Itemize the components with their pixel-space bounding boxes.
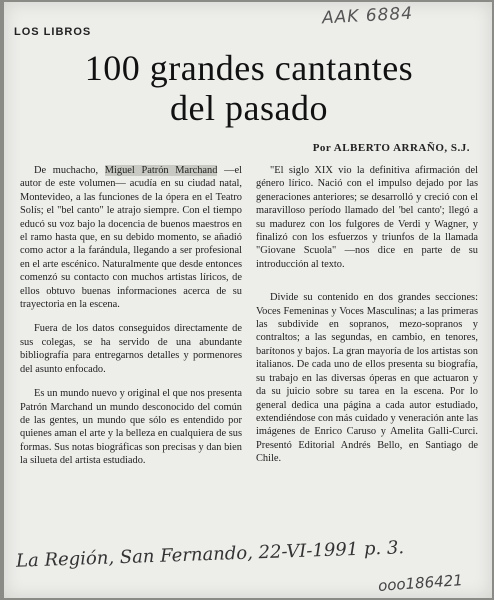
paragraph bbox=[256, 164, 478, 271]
paragraph-text: "El siglo XIX vio la definitiva afirmación del género lírico. Nació con el impulso dejado por las generaciones anteriores; se desarrolló y creció con el maravilloso período llamado del 'bel canto'; llegó a su madurez con los fulgores de Verdi y Wagner, y finalizó con los esfuerzos y triunfos de la llamada "Giovane Scuola" —nos dice en parte de su introducción al texto. bbox=[256, 165, 478, 270]
headline-line-1: 100 grandes cantantes bbox=[84, 48, 414, 88]
headline bbox=[14, 48, 484, 128]
handwritten-source-note: La Región, San Fernando, 22-VI-1991 p. 3. bbox=[15, 537, 405, 572]
paragraph-text: Es un mundo nuevo y original el que nos presenta Patrón Marchand un mundo desconocido del común de las gentes, un mundo que sólo es entendido por quienes aman el arte y la belleza en cualquiera de sus formas. Sus notas biográficas son precisas y dan bien la silueta del artista estudiado. bbox=[20, 388, 242, 467]
paragraph-text: —el autor de este volumen— acudía en su ciudad natal, Montevideo, a las funciones de la ópera en el Teatro Solís; el "bel canto" le atrajo siempre. Con el tiempo educó su voz bajo la docencia de buenos maestros en el ramo hasta que, en su debido momento, se añadió como actor a la farándula, llegando a ser profesional en el arte escénico. Naturalmente que desde entonces comenzó su contacto con muchos artistas líricos, de ellos obtuvo buenas informaciones acerca de su trayectoria en la escena. bbox=[20, 165, 242, 311]
paragraph-text: Divide su contenido en dos grandes secciones: Voces Femeninas y Voces Masculinas; a las primeras las subdivide en sopranos, mezo-sopranos y contraltos; a las segundas, en cambio, en tenores, barítonos y bajos. La gran mayoría de los artistas son italianos. De cada uno de ellos presenta su biografía, su trabajo en las diversas óperas en que actuaron y da su juicio sobre su tarea en la escena. Por lo general dedica una página a cada autor estudiado, extendiéndose con más cuidado y veneración ante las imágenes de Enrico Caruso y Amelita Galli-Curci. Presentó Editorial Andrés Bello, en Santiago de Chile. bbox=[256, 292, 478, 465]
paragraph-text: Fuera de los datos conseguidos directamente de sus colegas, se ha servido de una abundante bibliografía para entregarnos detalles y pormenores del asunto enfocado. bbox=[20, 323, 242, 375]
paragraph bbox=[20, 322, 242, 376]
highlighted-author-name: Miguel Patrón Marchand bbox=[104, 165, 218, 176]
headline-line-2: del pasado bbox=[170, 88, 328, 128]
paragraph bbox=[256, 291, 478, 465]
paragraph bbox=[20, 164, 242, 311]
left-column bbox=[20, 164, 242, 479]
right-column bbox=[256, 164, 478, 477]
paragraph bbox=[20, 387, 242, 467]
paragraph-text: De muchacho, bbox=[34, 165, 105, 176]
section-label: LOS LIBROS bbox=[14, 26, 92, 38]
handwritten-catalog-number: AAK 6884 bbox=[321, 3, 414, 29]
byline: Por ALBERTO ARRAÑO, S.J. bbox=[312, 142, 470, 154]
newspaper-clipping bbox=[4, 2, 492, 598]
handwritten-archive-code: ooo186421 bbox=[377, 571, 464, 595]
